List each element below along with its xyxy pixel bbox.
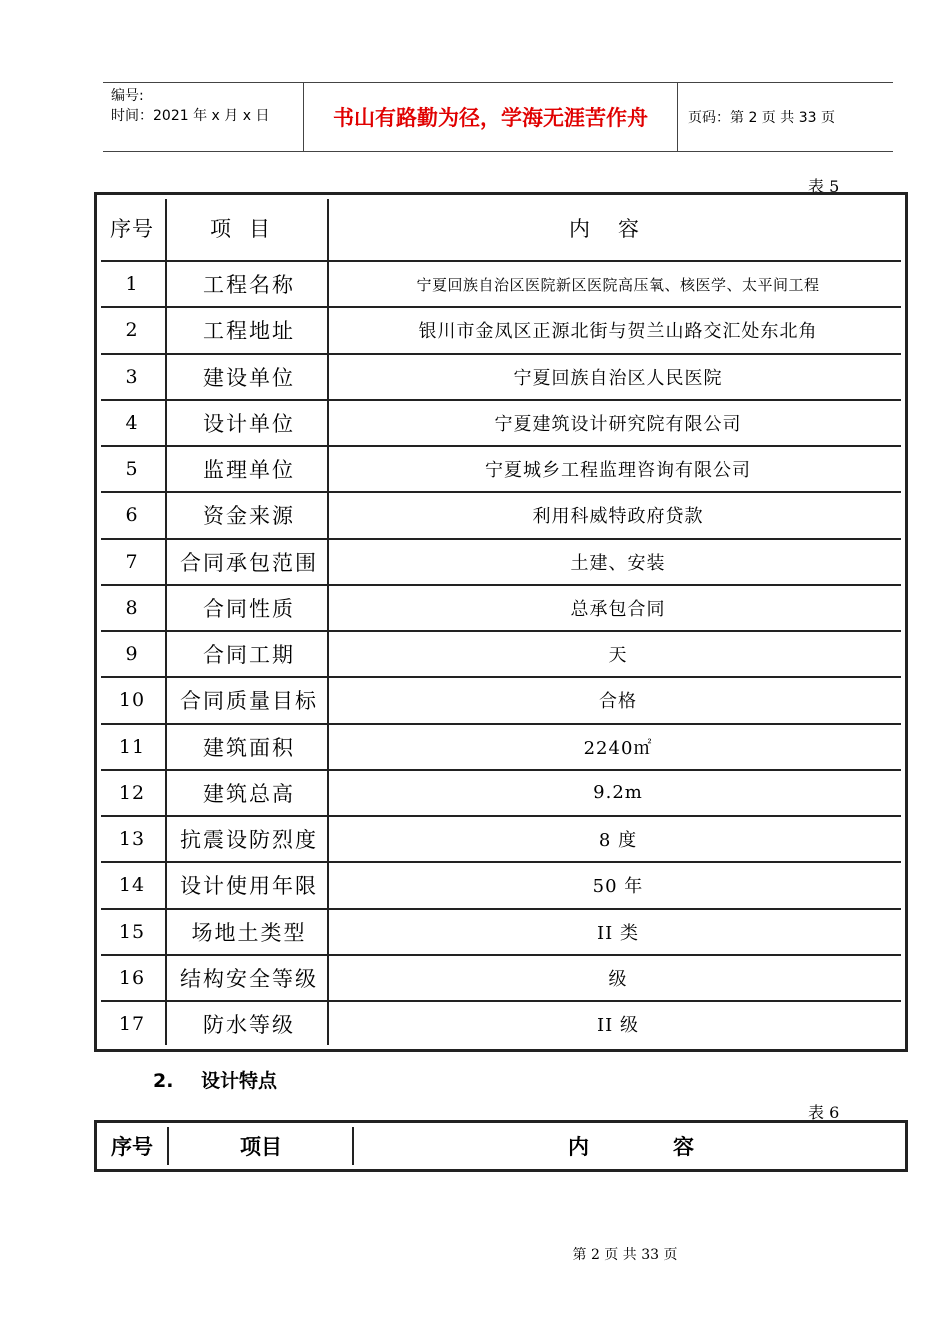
table-row [97, 446, 905, 492]
row-item: 建筑面积 [203, 735, 295, 760]
section-number: 2. [153, 1070, 174, 1092]
row-content: 宁夏建筑设计研究院有限公司 [494, 413, 742, 435]
row-content: 宁夏城乡工程监理咨询有限公司 [485, 460, 751, 482]
row-item: 建设单位 [203, 365, 295, 390]
table5-label: 表 5 [808, 177, 840, 196]
section-title: 设计特点 [201, 1070, 278, 1092]
table6-header-content: 内 容 [568, 1135, 694, 1159]
table-row [97, 261, 905, 307]
document-number-label: 编号: [111, 88, 144, 104]
header-meta [103, 83, 304, 151]
section-heading [153, 1066, 277, 1093]
table-row [97, 354, 905, 400]
row-content: 利用科威特政府贷款 [532, 506, 704, 528]
row-number: 13 [118, 828, 146, 851]
row-number: 4 [125, 411, 139, 434]
table-row [97, 862, 905, 908]
row-number: 12 [118, 781, 146, 804]
row-number: 1 [125, 273, 139, 296]
table5 [94, 192, 908, 1052]
row-number: 8 [125, 596, 139, 619]
footer-page-text: 第 2 页 共 33 页 [572, 1247, 678, 1263]
row-number: 17 [118, 1013, 146, 1036]
row-item: 防水等级 [203, 1013, 295, 1038]
row-number: 9 [125, 643, 139, 666]
row-number: 5 [125, 458, 139, 481]
row-content: 总承包合同 [570, 598, 666, 620]
row-content: 土建、安装 [570, 552, 666, 574]
table5-header-row [97, 195, 905, 261]
row-item: 资金来源 [203, 504, 295, 529]
table5-header-no: 序号 [110, 217, 154, 241]
table-row [97, 307, 905, 353]
row-content: 宁夏回族自治区人民医院 [513, 367, 723, 389]
table-row [97, 770, 905, 816]
row-number: 10 [118, 689, 146, 712]
row-content: 宁夏回族自治区医院新区医院高压氧、核医学、太平间工程 [416, 275, 820, 294]
table-row [97, 585, 905, 631]
table6 [94, 1120, 908, 1172]
row-number: 14 [118, 874, 146, 897]
header-motto: 书山有路勤为径，学海无涯苦作舟 [304, 83, 678, 151]
table6-divider [352, 1127, 354, 1165]
row-content: 级 [608, 968, 628, 990]
row-number: 16 [118, 966, 146, 989]
table5-header-item: 项目 [210, 217, 288, 241]
row-number: 6 [125, 504, 139, 527]
table-row [97, 539, 905, 585]
table-row [97, 400, 905, 446]
table6-label: 表 6 [808, 1103, 840, 1122]
row-item: 设计单位 [203, 411, 295, 436]
row-item: 合同质量目标 [180, 689, 318, 714]
row-item: 合同性质 [203, 596, 295, 621]
row-number: 7 [125, 550, 139, 573]
table6-header-item: 项目 [240, 1135, 282, 1159]
row-item: 结构安全等级 [180, 966, 318, 991]
table-row [97, 909, 905, 955]
row-number: 3 [125, 365, 139, 388]
row-number: 15 [118, 920, 146, 943]
table-row [97, 492, 905, 538]
row-item: 设计使用年限 [180, 874, 318, 899]
page-header [103, 82, 893, 152]
row-item: 监理单位 [203, 458, 295, 483]
table5-header-content: 内容 [569, 217, 667, 241]
row-number: 11 [118, 735, 146, 758]
table-row [97, 631, 905, 677]
row-item: 工程地址 [203, 319, 295, 344]
row-content: 2240㎡ [583, 737, 653, 759]
row-item: 合同承包范围 [180, 550, 318, 575]
row-content: 银川市金凤区正源北街与贺兰山路交汇处东北角 [418, 321, 818, 343]
table-row [97, 677, 905, 723]
table-row [97, 816, 905, 862]
row-number: 2 [125, 319, 139, 342]
document-time-label: 时间：2021 年 x 月 x 日 [111, 108, 270, 124]
row-item: 建筑总高 [203, 781, 295, 806]
table6-divider [167, 1127, 169, 1165]
row-content: 合格 [599, 691, 637, 713]
row-item: 工程名称 [203, 273, 295, 298]
row-item: 场地土类型 [191, 920, 307, 945]
row-content: 9.2m [593, 782, 643, 804]
row-content: II 级 [597, 1015, 639, 1037]
row-content: II 类 [597, 922, 639, 944]
table-row [97, 955, 905, 1001]
table-row [97, 1001, 905, 1047]
page-footer [0, 1244, 950, 1264]
row-content: 8 度 [598, 830, 638, 852]
row-item: 合同工期 [203, 643, 295, 668]
row-content: 50 年 [592, 876, 644, 898]
row-item: 抗震设防烈度 [180, 828, 318, 853]
table-row [97, 724, 905, 770]
header-page-info: 页码：第 2 页 共 33 页 [688, 110, 835, 126]
table6-header-no: 序号 [111, 1135, 153, 1159]
row-content: 天 [608, 645, 628, 667]
